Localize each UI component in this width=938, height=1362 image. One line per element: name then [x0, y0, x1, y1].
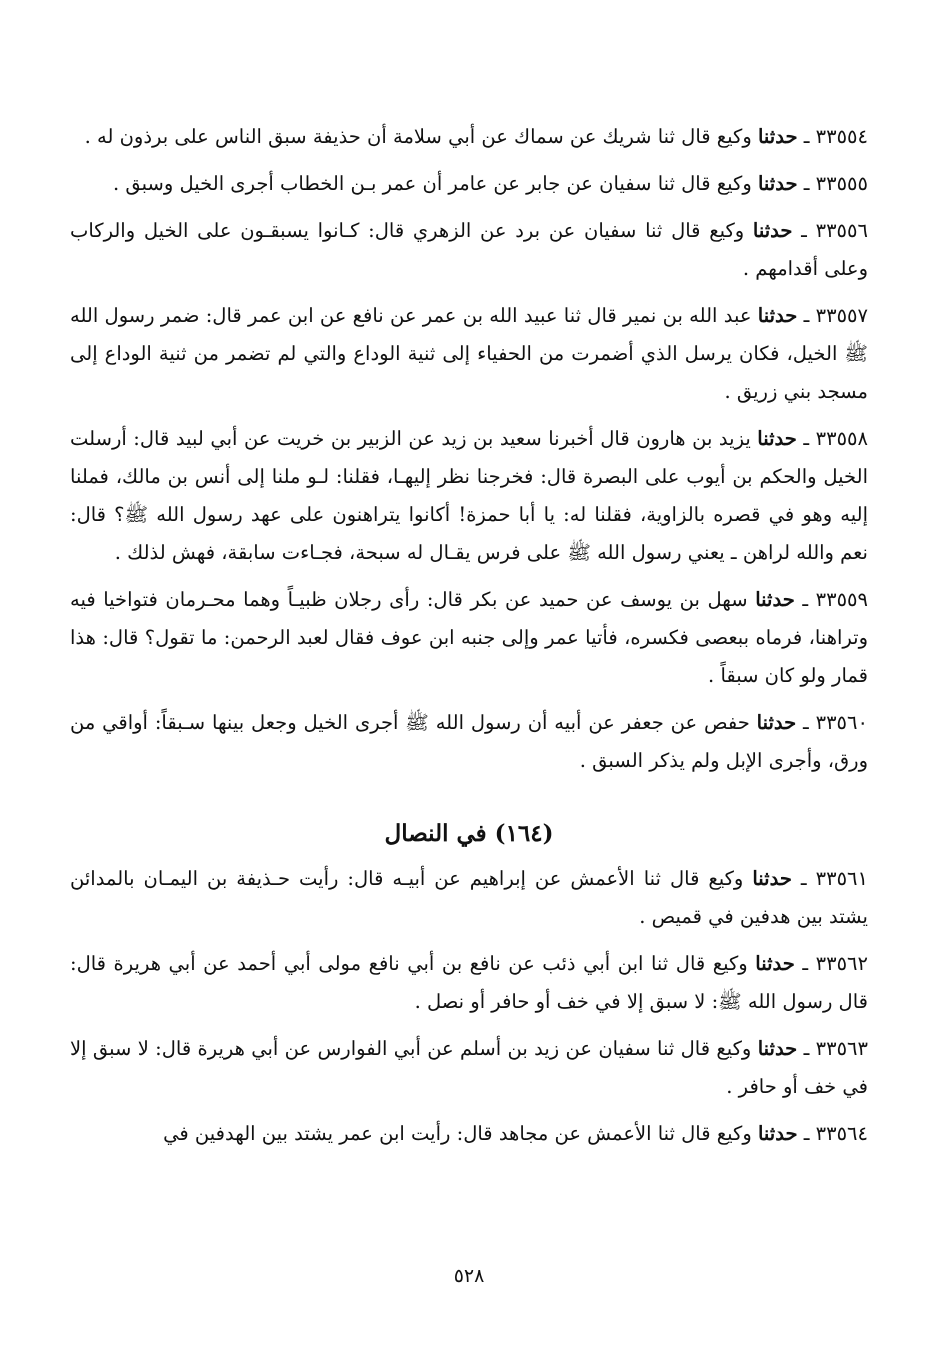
hadith-text: حفص عن جعفر عن أبيه أن رسول الله ﷺ أجرى الخيل وجعل بينها سـبقاً: أواقي من ورق، وأجرى الإبل ولم يذكر السبق .: [70, 711, 868, 772]
hadith-lead: حدثنا: [756, 711, 797, 734]
hadith-33556: ٣٣٥٥٦ ـ حدثنا وكيع قال ثنا سفيان عن برد عن الزهري قال: كـانوا يسبقـون على الخيل والركاب وعلى أقدامهم .: [70, 219, 868, 280]
hadith-text: وكيع قال ثنا سفيان عن برد عن الزهري قال: كـانوا يسبقـون على الخيل والركاب وعلى أقدامهم .: [70, 219, 868, 280]
hadith-text: سهل بن يوسف عن حميد عن بكر قال: رأى رجلان ظبيـاً وهما محـرمان فتواخيا فيه وتراهنا، فرماه ببعصى فكسره، فأتيا عمر وإلى جنبه ابن عوف فقال لعبد الرحمن: ما تقول؟ قال: هذا قمار ولو كان سبقاً .: [70, 588, 868, 687]
hadith-33564: ٣٣٥٦٤ ـ حدثنا وكيع قال ثنا الأعمش عن مجاهد قال: رأيت ابن عمر يشتد بين الهدفين في: [163, 1122, 868, 1145]
hadith-lead: حدثنا: [752, 219, 793, 242]
hadith-number: ٣٣٥٦٢: [815, 952, 868, 975]
hadith-text: وكيع قال ثنا الأعمش عن إبراهيم عن أبيـه قال: رأيت حـذيفة بن اليمـان بالمدائن يشتد بين هدفين في قميص .: [70, 867, 868, 928]
hadith-text: وكيع قال ثنا ابن أبي ذئب عن نافع بن أبي نافع مولى أبي أحمد عن أبي هريرة قال: قال رسول الله ﷺ: لا سبق إلا في خف أو حافر أو نصل .: [70, 952, 868, 1013]
hadith-text: وكيع قال ثنا سفيان عن زيد بن أسلم عن أبي الفوارس عن أبي هريرة قال: لا سبق إلا في خف أو حافر .: [70, 1037, 868, 1098]
hadith-33560: ٣٣٥٦٠ ـ حدثنا حفص عن جعفر عن أبيه أن رسول الله ﷺ أجرى الخيل وجعل بينها سـبقاً: أواقي من ورق، وأجرى الإبل ولم يذكر السبق .: [70, 711, 868, 772]
hadith-33563: ٣٣٥٦٣ ـ حدثنا وكيع قال ثنا سفيان عن زيد بن أسلم عن أبي الفوارس عن أبي هريرة قال: لا سبق إلا في خف أو حافر .: [70, 1037, 868, 1098]
hadith-lead: حدثنا: [757, 172, 798, 195]
hadith-text: وكيع قال ثنا سفيان عن جابر عن عامر أن عمر بـن الخطاب أجرى الخيل وسبق .: [113, 172, 752, 195]
hadith-number: ٣٣٥٦٤: [815, 1122, 868, 1145]
hadith-lead: حدثنا: [757, 427, 797, 450]
hadith-number: ٣٣٥٥٩: [815, 588, 868, 611]
hadith-number: ٣٣٥٥٥: [815, 172, 868, 195]
hadith-lead: حدثنا: [757, 1122, 798, 1145]
hadith-lead: حدثنا: [755, 952, 795, 975]
hadith-number: ٣٣٥٦١: [815, 867, 868, 890]
hadith-lead: حدثنا: [755, 588, 795, 611]
hadith-33558: ٣٣٥٥٨ ـ حدثنا يزيد بن هارون قال أخبرنا سعيد بن زيد عن الزبير بن خريت عن أبي لبيد قال: أرسلت الخيل والحكم بن أيوب على البصرة قال: فخرجنا نظر إليهـا، فقلنا: لـو ملنا إلى أنس بن مالك، فملنا إليه وهو في قصره بالزاوية، فقلنا له: يا أبا حمزة! أكانوا يتراهنون على عهد رسول الله ﷺ؟ قال: نعم والله لراهن ـ يعني رسول الله ﷺ على فرس يقـال له سبحة، فجـاءت سابقة، فهش لذلك .: [70, 427, 868, 564]
page-number: ٥٢٨: [453, 1265, 485, 1287]
hadith-33554: ٣٣٥٥٤ ـ حدثنا وكيع قال ثنا شريك عن سماك عن أبي سلامة أن حذيفة سبق الناس على برذون له .: [84, 125, 868, 148]
hadith-text: عبد الله بن نمير قال ثنا عبيد الله بن عمر عن نافع عن ابن عمر قال: ضمر رسول الله ﷺ الخيل، فكان يرسل الذي أضمرت من الحفياء إلى ثنية الوداع والتي لم تضمر من ثنية الوداع إلى مسجد بني زريق .: [70, 304, 868, 403]
hadith-text: يزيد بن هارون قال أخبرنا سعيد بن زيد عن الزبير بن خريت عن أبي لبيد قال: أرسلت الخيل والحكم بن أيوب على البصرة قال: فخرجنا نظر إليهـا، فقلنا: لـو ملنا إلى أنس بن مالك، فملنا إليه وهو في قصره بالزاوية، فقلنا له: يا أبا حمزة! أكانوا يتراهنون على عهد رسول الله ﷺ؟ قال: نعم والله لراهن ـ يعني رسول الله ﷺ على فرس يقـال له سبحة، فجـاءت سابقة، فهش لذلك .: [70, 427, 868, 564]
hadith-33555: ٣٣٥٥٥ ـ حدثنا وكيع قال ثنا سفيان عن جابر عن عامر أن عمر بـن الخطاب أجرى الخيل وسبق .: [113, 172, 868, 195]
hadith-33557: ٣٣٥٥٧ ـ حدثنا عبد الله بن نمير قال ثنا عبيد الله بن عمر عن نافع عن ابن عمر قال: ضمر رسول الله ﷺ الخيل، فكان يرسل الذي أضمرت من الحفياء إلى ثنية الوداع والتي لم تضمر من ثنية الوداع إلى مسجد بني زريق .: [70, 304, 868, 403]
page-body: [70, 118, 868, 1162]
hadith-number: ٣٣٥٥٦: [815, 219, 868, 242]
hadith-number: ٣٣٥٦٣: [815, 1037, 868, 1060]
hadith-text: وكيع قال ثنا الأعمش عن مجاهد قال: رأيت ابن عمر يشتد بين الهدفين في: [163, 1122, 752, 1145]
hadith-33559: ٣٣٥٥٩ ـ حدثنا سهل بن يوسف عن حميد عن بكر قال: رأى رجلان ظبيـاً وهما محـرمان فتواخيا فيه وتراهنا، فرماه ببعصى فكسره، فأتيا عمر وإلى جنبه ابن عوف فقال لعبد الرحمن: ما تقول؟ قال: هذا قمار ولو كان سبقاً .: [70, 588, 868, 687]
hadith-lead: حدثنا: [752, 867, 792, 890]
chapter-title: (١٦٤) في النصال: [384, 820, 554, 847]
hadith-number: ٣٣٥٥٤: [815, 125, 868, 148]
hadith-lead: حدثنا: [757, 125, 798, 148]
hadith-number: ٣٣٥٦٠: [815, 711, 868, 734]
hadith-33562: ٣٣٥٦٢ ـ حدثنا وكيع قال ثنا ابن أبي ذئب عن نافع بن أبي نافع مولى أبي أحمد عن أبي هريرة قال: قال رسول الله ﷺ: لا سبق إلا في خف أو حافر أو نصل .: [70, 952, 868, 1013]
hadith-number: ٣٣٥٥٧: [815, 304, 868, 327]
hadith-lead: حدثنا: [757, 304, 798, 327]
hadith-number: ٣٣٥٥٨: [815, 427, 868, 450]
hadith-lead: حدثنا: [757, 1037, 798, 1060]
hadith-text: وكيع قال ثنا شريك عن سماك عن أبي سلامة أن حذيفة سبق الناس على برذون له .: [84, 125, 752, 148]
hadith-33561: ٣٣٥٦١ ـ حدثنا وكيع قال ثنا الأعمش عن إبراهيم عن أبيـه قال: رأيت حـذيفة بن اليمـان بالمدائن يشتد بين هدفين في قميص .: [70, 867, 868, 928]
